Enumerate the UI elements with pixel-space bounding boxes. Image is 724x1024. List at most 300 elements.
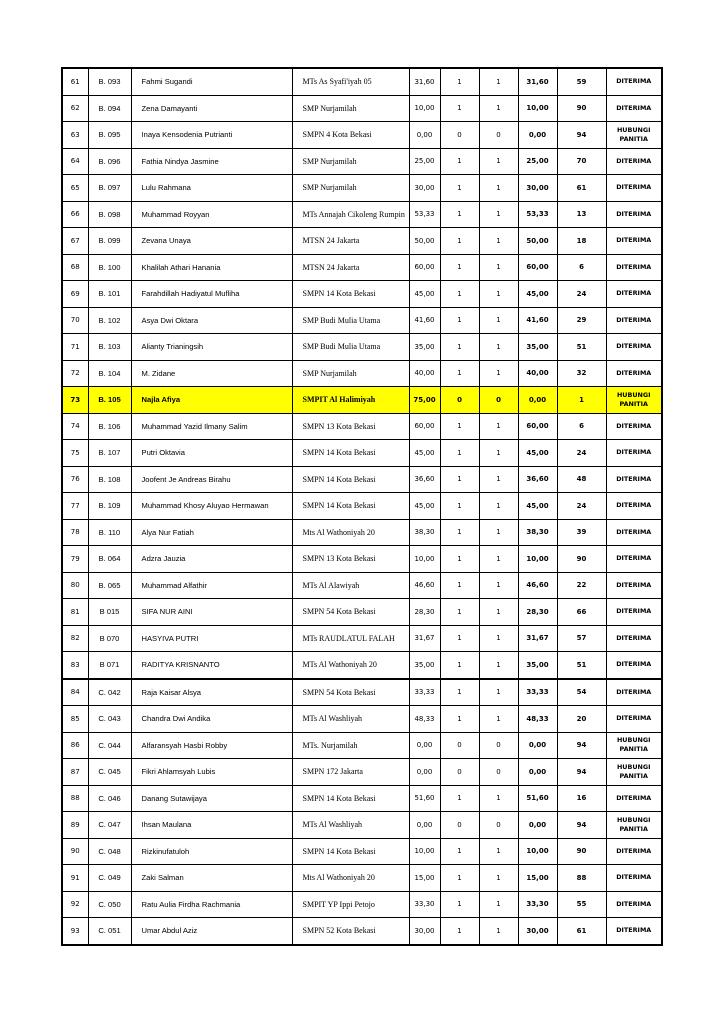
value-a: 1: [440, 706, 479, 733]
school-name: SMPN 14 Kota Bekasi: [292, 785, 409, 812]
registration-code: B. 065: [88, 572, 131, 599]
score: 28,30: [409, 599, 440, 626]
row-number: 85: [62, 706, 88, 733]
row-number: 87: [62, 759, 88, 786]
results-table: [61, 67, 663, 946]
registration-code: B. 110: [88, 519, 131, 546]
registration-code: B 071: [88, 652, 131, 679]
student-name: Fathia Nindya Jasmine: [131, 148, 292, 175]
registration-code: C. 046: [88, 785, 131, 812]
registration-code: B. 108: [88, 466, 131, 493]
school-name: MTs RAUDLATUL FALAH: [292, 625, 409, 652]
registration-code: C. 045: [88, 759, 131, 786]
final-score: 0,00: [518, 759, 557, 786]
value-b: 1: [479, 493, 518, 520]
status: DITERIMA: [606, 201, 662, 228]
rank: 94: [557, 759, 606, 786]
final-score: 0,00: [518, 812, 557, 839]
final-score: 30,00: [518, 918, 557, 945]
rank: 6: [557, 254, 606, 281]
value-a: 1: [440, 519, 479, 546]
registration-code: B. 101: [88, 281, 131, 308]
final-score: 33,30: [518, 891, 557, 918]
school-name: MTs Al Washliyah: [292, 706, 409, 733]
registration-code: B. 109: [88, 493, 131, 520]
score: 40,00: [409, 360, 440, 387]
row-number: 62: [62, 95, 88, 122]
table-row: [62, 838, 662, 865]
final-score: 25,00: [518, 148, 557, 175]
table-row: [62, 706, 662, 733]
student-name: RADITYA KRISNANTO: [131, 652, 292, 679]
student-name: Chandra Dwi Andika: [131, 706, 292, 733]
table-row: [62, 785, 662, 812]
row-number: 70: [62, 307, 88, 334]
school-name: SMP Nurjamilah: [292, 360, 409, 387]
value-b: 1: [479, 466, 518, 493]
school-name: MTs As Syafi'iyah 05: [292, 68, 409, 95]
table-row: [62, 918, 662, 945]
rank: 61: [557, 918, 606, 945]
rank: 51: [557, 334, 606, 361]
final-score: 30,00: [518, 175, 557, 202]
table-row: [62, 387, 662, 414]
registration-code: B. 104: [88, 360, 131, 387]
table-row: [62, 652, 662, 679]
row-number: 69: [62, 281, 88, 308]
status: HUBUNGI PANITIA: [606, 812, 662, 839]
final-score: 31,60: [518, 68, 557, 95]
value-b: 0: [479, 387, 518, 414]
final-score: 33,33: [518, 679, 557, 706]
student-name: Fikri Ahlamsyah Lubis: [131, 759, 292, 786]
school-name: Mts Al Wathoniyah 20: [292, 519, 409, 546]
rank: 88: [557, 865, 606, 892]
value-b: 1: [479, 254, 518, 281]
row-number: 64: [62, 148, 88, 175]
value-b: 1: [479, 360, 518, 387]
school-name: SMPIT YP Ippi Petojo: [292, 891, 409, 918]
value-b: 0: [479, 122, 518, 149]
table-row: [62, 95, 662, 122]
rank: 32: [557, 360, 606, 387]
registration-code: C. 042: [88, 679, 131, 706]
value-a: 1: [440, 466, 479, 493]
status: DITERIMA: [606, 706, 662, 733]
score: 33,33: [409, 679, 440, 706]
score: 31,60: [409, 68, 440, 95]
status: DITERIMA: [606, 572, 662, 599]
school-name: MTSN 24 Jakarta: [292, 228, 409, 255]
status: DITERIMA: [606, 652, 662, 679]
value-b: 1: [479, 281, 518, 308]
registration-code: B. 106: [88, 413, 131, 440]
rank: 24: [557, 493, 606, 520]
registration-code: B 070: [88, 625, 131, 652]
rank: 6: [557, 413, 606, 440]
final-score: 60,00: [518, 413, 557, 440]
status: DITERIMA: [606, 334, 662, 361]
value-b: 1: [479, 865, 518, 892]
value-a: 1: [440, 838, 479, 865]
rank: 57: [557, 625, 606, 652]
school-name: Mts Al Wathoniyah 20: [292, 865, 409, 892]
student-name: Zena Damayanti: [131, 95, 292, 122]
rank: 94: [557, 812, 606, 839]
school-name: MTSN 24 Jakarta: [292, 254, 409, 281]
registration-code: C. 051: [88, 918, 131, 945]
row-number: 67: [62, 228, 88, 255]
value-a: 1: [440, 281, 479, 308]
table-row: [62, 572, 662, 599]
student-name: Asya Dwi Oktara: [131, 307, 292, 334]
status: DITERIMA: [606, 254, 662, 281]
student-name: Zaki Salman: [131, 865, 292, 892]
row-number: 88: [62, 785, 88, 812]
score: 45,00: [409, 281, 440, 308]
row-number: 63: [62, 122, 88, 149]
final-score: 0,00: [518, 732, 557, 759]
rank: 24: [557, 281, 606, 308]
registration-code: B. 064: [88, 546, 131, 573]
value-b: 0: [479, 759, 518, 786]
row-number: 92: [62, 891, 88, 918]
row-number: 93: [62, 918, 88, 945]
row-number: 86: [62, 732, 88, 759]
row-number: 84: [62, 679, 88, 706]
row-number: 65: [62, 175, 88, 202]
registration-code: B 015: [88, 599, 131, 626]
final-score: 40,00: [518, 360, 557, 387]
final-score: 0,00: [518, 387, 557, 414]
school-name: SMPN 13 Kota Bekasi: [292, 413, 409, 440]
student-name: Putri Oktavia: [131, 440, 292, 467]
score: 46,60: [409, 572, 440, 599]
rank: 66: [557, 599, 606, 626]
value-b: 1: [479, 175, 518, 202]
rank: 90: [557, 546, 606, 573]
school-name: SMPN 14 Kota Bekasi: [292, 493, 409, 520]
row-number: 83: [62, 652, 88, 679]
registration-code: B. 095: [88, 122, 131, 149]
status: HUBUNGI PANITIA: [606, 122, 662, 149]
school-name: SMPN 54 Kota Bekasi: [292, 599, 409, 626]
score: 30,00: [409, 918, 440, 945]
row-number: 77: [62, 493, 88, 520]
status: DITERIMA: [606, 360, 662, 387]
student-name: Ratu Aulia Firdha Rachmania: [131, 891, 292, 918]
student-name: Farahdillah Hadiyatul Mufliha: [131, 281, 292, 308]
score: 36,60: [409, 466, 440, 493]
row-number: 74: [62, 413, 88, 440]
score: 0,00: [409, 812, 440, 839]
status: HUBUNGI PANITIA: [606, 387, 662, 414]
rank: 22: [557, 572, 606, 599]
value-b: 1: [479, 785, 518, 812]
value-b: 1: [479, 891, 518, 918]
value-a: 1: [440, 148, 479, 175]
student-name: M. Zidane: [131, 360, 292, 387]
table-row: [62, 759, 662, 786]
status: DITERIMA: [606, 307, 662, 334]
value-b: 1: [479, 413, 518, 440]
value-b: 1: [479, 679, 518, 706]
final-score: 45,00: [518, 493, 557, 520]
student-name: Muhammad Royyan: [131, 201, 292, 228]
rank: 1: [557, 387, 606, 414]
table-row: [62, 679, 662, 706]
value-a: 1: [440, 918, 479, 945]
student-name: Rizkinufatuloh: [131, 838, 292, 865]
rank: 24: [557, 440, 606, 467]
student-name: Khalilah Athari Hanania: [131, 254, 292, 281]
registration-code: B. 094: [88, 95, 131, 122]
value-b: 1: [479, 625, 518, 652]
value-b: 1: [479, 228, 518, 255]
school-name: SMPN 52 Kota Bekasi: [292, 918, 409, 945]
value-b: 1: [479, 307, 518, 334]
value-a: 1: [440, 307, 479, 334]
score: 33,30: [409, 891, 440, 918]
rank: 90: [557, 95, 606, 122]
status: DITERIMA: [606, 599, 662, 626]
rank: 70: [557, 148, 606, 175]
school-name: MTs Al Alawiyah: [292, 572, 409, 599]
rank: 18: [557, 228, 606, 255]
value-a: 1: [440, 68, 479, 95]
rank: 61: [557, 175, 606, 202]
rank: 16: [557, 785, 606, 812]
value-a: 1: [440, 360, 479, 387]
registration-code: B. 097: [88, 175, 131, 202]
table-row: [62, 812, 662, 839]
student-name: Adzra Jauzia: [131, 546, 292, 573]
student-name: SIFA NUR AINI: [131, 599, 292, 626]
score: 51,60: [409, 785, 440, 812]
value-a: 1: [440, 413, 479, 440]
value-b: 1: [479, 838, 518, 865]
rank: 13: [557, 201, 606, 228]
school-name: MTs. Nurjamilah: [292, 732, 409, 759]
score: 10,00: [409, 838, 440, 865]
table-row: [62, 493, 662, 520]
status: DITERIMA: [606, 918, 662, 945]
status: DITERIMA: [606, 228, 662, 255]
table-row: [62, 599, 662, 626]
final-score: 45,00: [518, 440, 557, 467]
status: DITERIMA: [606, 865, 662, 892]
value-a: 0: [440, 759, 479, 786]
final-score: 35,00: [518, 334, 557, 361]
value-a: 1: [440, 891, 479, 918]
school-name: SMP Budi Mulia Utama: [292, 307, 409, 334]
table-row: [62, 254, 662, 281]
status: DITERIMA: [606, 440, 662, 467]
table-row: [62, 440, 662, 467]
final-score: 35,00: [518, 652, 557, 679]
final-score: 50,00: [518, 228, 557, 255]
registration-code: B. 105: [88, 387, 131, 414]
value-a: 1: [440, 201, 479, 228]
score: 0,00: [409, 122, 440, 149]
table-row: [62, 625, 662, 652]
school-name: SMPN 14 Kota Bekasi: [292, 466, 409, 493]
student-name: Lulu Rahmana: [131, 175, 292, 202]
score: 60,00: [409, 254, 440, 281]
score: 31,67: [409, 625, 440, 652]
table-row: [62, 732, 662, 759]
value-a: 1: [440, 546, 479, 573]
student-name: Najla Afiya: [131, 387, 292, 414]
table-row: [62, 228, 662, 255]
status: HUBUNGI PANITIA: [606, 732, 662, 759]
registration-code: B. 098: [88, 201, 131, 228]
school-name: SMPN 4 Kota Bekasi: [292, 122, 409, 149]
table-row: [62, 307, 662, 334]
final-score: 28,30: [518, 599, 557, 626]
score: 38,30: [409, 519, 440, 546]
value-b: 1: [479, 440, 518, 467]
registration-code: B. 107: [88, 440, 131, 467]
student-name: Muhammad Alfathir: [131, 572, 292, 599]
status: HUBUNGI PANITIA: [606, 759, 662, 786]
value-b: 1: [479, 572, 518, 599]
table-row: [62, 413, 662, 440]
rank: 51: [557, 652, 606, 679]
value-a: 1: [440, 334, 479, 361]
value-a: 1: [440, 785, 479, 812]
school-name: SMPN 172 Jakarta: [292, 759, 409, 786]
score: 35,00: [409, 334, 440, 361]
score: 0,00: [409, 732, 440, 759]
registration-code: B. 099: [88, 228, 131, 255]
student-name: Danang Sutawijaya: [131, 785, 292, 812]
school-name: SMPN 14 Kota Bekasi: [292, 440, 409, 467]
rank: 48: [557, 466, 606, 493]
final-score: 41,60: [518, 307, 557, 334]
student-name: HASYIVA PUTRI: [131, 625, 292, 652]
table-row: [62, 281, 662, 308]
value-a: 1: [440, 599, 479, 626]
status: DITERIMA: [606, 413, 662, 440]
score: 75,00: [409, 387, 440, 414]
table-row: [62, 891, 662, 918]
student-name: Muhammad Khosy Aluyao Hermawan: [131, 493, 292, 520]
value-b: 1: [479, 519, 518, 546]
registration-code: C. 049: [88, 865, 131, 892]
status: DITERIMA: [606, 466, 662, 493]
table-row: [62, 122, 662, 149]
rank: 59: [557, 68, 606, 95]
rank: 20: [557, 706, 606, 733]
school-name: SMPN 13 Kota Bekasi: [292, 546, 409, 573]
student-name: Alfaransyah Hasbi Robby: [131, 732, 292, 759]
value-a: 0: [440, 812, 479, 839]
score: 25,00: [409, 148, 440, 175]
school-name: SMPN 14 Kota Bekasi: [292, 838, 409, 865]
final-score: 31,67: [518, 625, 557, 652]
value-b: 1: [479, 148, 518, 175]
score: 15,00: [409, 865, 440, 892]
score: 30,00: [409, 175, 440, 202]
status: DITERIMA: [606, 519, 662, 546]
value-b: 1: [479, 918, 518, 945]
student-name: Inaya Kensodenia Putrianti: [131, 122, 292, 149]
final-score: 48,33: [518, 706, 557, 733]
value-a: 1: [440, 572, 479, 599]
rank: 94: [557, 122, 606, 149]
school-name: MTs Al Wathoniyah 20: [292, 652, 409, 679]
final-score: 36,60: [518, 466, 557, 493]
registration-code: B. 093: [88, 68, 131, 95]
status: DITERIMA: [606, 148, 662, 175]
status: DITERIMA: [606, 891, 662, 918]
school-name: SMP Budi Mulia Utama: [292, 334, 409, 361]
table-row: [62, 148, 662, 175]
rank: 55: [557, 891, 606, 918]
value-b: 1: [479, 546, 518, 573]
row-number: 78: [62, 519, 88, 546]
student-name: Muhammad Yazid Ilmany Salim: [131, 413, 292, 440]
row-number: 68: [62, 254, 88, 281]
final-score: 10,00: [518, 95, 557, 122]
status: DITERIMA: [606, 546, 662, 573]
score: 48,33: [409, 706, 440, 733]
value-b: 1: [479, 599, 518, 626]
status: DITERIMA: [606, 175, 662, 202]
value-a: 1: [440, 228, 479, 255]
registration-code: C. 050: [88, 891, 131, 918]
value-a: 1: [440, 865, 479, 892]
value-a: 0: [440, 387, 479, 414]
status: DITERIMA: [606, 493, 662, 520]
value-b: 1: [479, 68, 518, 95]
value-a: 1: [440, 175, 479, 202]
value-a: 1: [440, 652, 479, 679]
score: 50,00: [409, 228, 440, 255]
table-row: [62, 466, 662, 493]
value-a: 0: [440, 732, 479, 759]
value-b: 1: [479, 201, 518, 228]
student-name: Raja Kaisar Alsya: [131, 679, 292, 706]
row-number: 73: [62, 387, 88, 414]
student-name: Joofent Je Andreas Birahu: [131, 466, 292, 493]
score: 10,00: [409, 546, 440, 573]
value-a: 1: [440, 440, 479, 467]
student-name: Alianty Trianingsih: [131, 334, 292, 361]
registration-code: B. 103: [88, 334, 131, 361]
row-number: 80: [62, 572, 88, 599]
final-score: 60,00: [518, 254, 557, 281]
table-row: [62, 360, 662, 387]
row-number: 79: [62, 546, 88, 573]
status: DITERIMA: [606, 625, 662, 652]
value-a: 0: [440, 122, 479, 149]
score: 10,00: [409, 95, 440, 122]
table-row: [62, 546, 662, 573]
score: 45,00: [409, 493, 440, 520]
rank: 29: [557, 307, 606, 334]
school-name: SMP Nurjamilah: [292, 95, 409, 122]
school-name: MTs Al Washliyah: [292, 812, 409, 839]
status: DITERIMA: [606, 838, 662, 865]
row-number: 66: [62, 201, 88, 228]
value-a: 1: [440, 493, 479, 520]
score: 0,00: [409, 759, 440, 786]
status: DITERIMA: [606, 785, 662, 812]
rank: 90: [557, 838, 606, 865]
registration-code: B. 102: [88, 307, 131, 334]
